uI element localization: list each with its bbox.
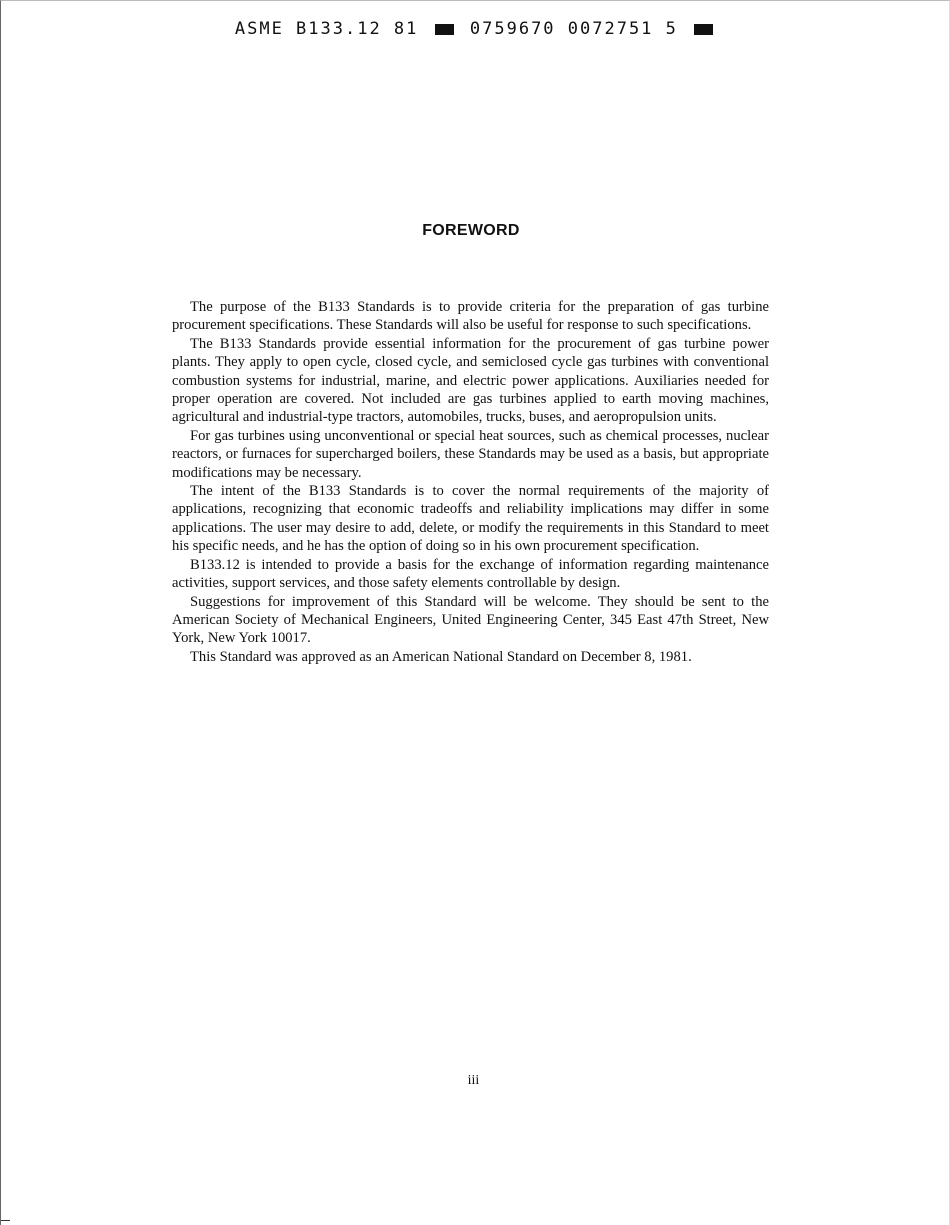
- paragraph: The intent of the B133 Standards is to cover the normal requirements of the majority of applications, recognizing that economic tradeoffs and reliability implications may differ in some applications. The user may desire to add, delete, or modify the requirements in this Standard to meet his specific needs, and he has the option of doing so in his own procurement specification.: [172, 483, 769, 555]
- paragraph: The B133 Standards provide essential information for the procurement of gas turbine power plants. They apply to open cycle, closed cycle, and semiclosed cycle gas turbines with conventional combustion systems for industrial, marine, and electric power applications. Auxiliaries needed for proper operation are covered. Not included are gas turbines applied to earth moving machines, agricultural and industrial-type tractors, automobiles, trucks, buses, and aeropropulsion units.: [172, 335, 769, 426]
- standard-code: ASME B133.12 81: [234, 19, 419, 39]
- paragraph: The purpose of the B133 Standards is to provide criteria for the preparation of gas turbine procurement specifications. These Standards will also be useful for response to such specifications.: [172, 299, 769, 334]
- paragraph: B133.12 is intended to provide a basis for the exchange of information regarding maintenance activities, support services, and those safety elements controllable by design.: [172, 556, 769, 592]
- paragraph: This Standard was approved as an American National Standard on December 8, 1981.: [190, 648, 692, 665]
- catalog-code: 0759670 0072751 5: [469, 19, 678, 39]
- foreword-body: [172, 298, 769, 666]
- paragraph: Suggestions for improvement of this Standard will be welcome. They should be sent to the American Society of Mechanical Engineers, United Engineering Center, 345 East 47th Street, New York, New York 10017.: [172, 593, 769, 647]
- black-block-mark: [694, 24, 713, 35]
- document-code-header: [1, 19, 950, 39]
- page-title: FOREWORD: [422, 222, 520, 239]
- paragraph: For gas turbines using unconventional or special heat sources, such as chemical processes, nuclear reactors, or furnaces for supercharged boilers, these Standards may be used as a basis, but appropriate modifications may be necessary.: [172, 427, 769, 481]
- page-number: iii: [467, 1073, 480, 1088]
- scan-edge-mark: [1, 1220, 10, 1221]
- black-block-mark: [435, 24, 454, 35]
